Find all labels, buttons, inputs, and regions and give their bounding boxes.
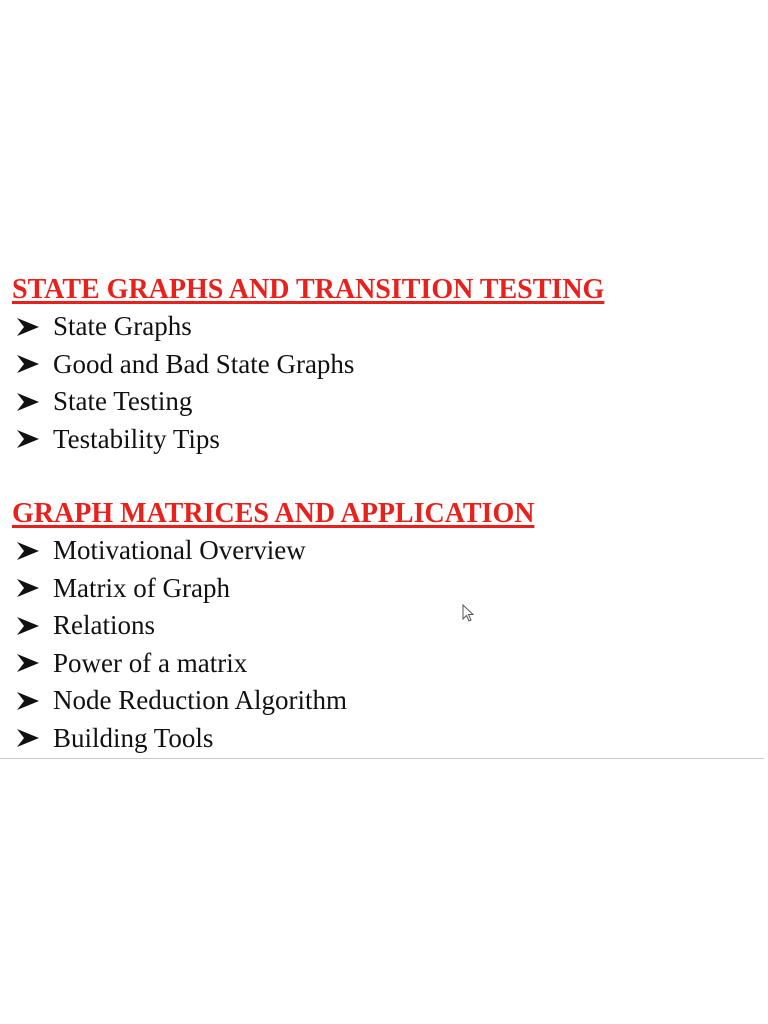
arrowhead-bullet-icon: [16, 653, 40, 673]
section-graph-matrices: [12, 496, 752, 757]
list-item-label: Testability Tips: [53, 423, 220, 454]
list-item: [12, 607, 752, 645]
list-item: [12, 720, 752, 758]
list-item-label: Node Reduction Algorithm: [53, 685, 347, 716]
list-item-label: Building Tools: [53, 722, 214, 753]
bullet-list: [12, 532, 752, 757]
mouse-pointer-icon: [462, 604, 476, 624]
list-item-label: State Graphs: [53, 311, 192, 342]
arrowhead-bullet-icon: [16, 616, 40, 636]
arrowhead-bullet-icon: [16, 429, 40, 449]
list-item: [12, 682, 752, 720]
arrowhead-bullet-icon: [16, 392, 40, 412]
list-item: [12, 570, 752, 608]
list-item: [12, 532, 752, 570]
arrowhead-bullet-icon: [16, 728, 40, 748]
section-state-graphs: [12, 272, 752, 458]
list-item-label: Good and Bad State Graphs: [53, 348, 355, 379]
list-item-label: Motivational Overview: [53, 535, 306, 566]
list-item-label: Relations: [53, 610, 155, 641]
arrowhead-bullet-icon: [16, 691, 40, 711]
list-item-label: Matrix of Graph: [53, 572, 230, 603]
section-heading: GRAPH MATRICES AND APPLICATION: [12, 498, 535, 529]
section-heading: STATE GRAPHS AND TRANSITION TESTING: [12, 274, 605, 305]
arrowhead-bullet-icon: [16, 317, 40, 337]
bullet-list: [12, 308, 752, 458]
divider: [0, 758, 764, 759]
list-item: [12, 421, 752, 459]
list-item: [12, 383, 752, 421]
list-item: [12, 645, 752, 683]
list-item-label: State Testing: [53, 386, 193, 417]
list-item-label: Power of a matrix: [53, 647, 248, 678]
list-item: [12, 346, 752, 384]
arrowhead-bullet-icon: [16, 578, 40, 598]
list-item: [12, 308, 752, 346]
arrowhead-bullet-icon: [16, 354, 40, 374]
arrowhead-bullet-icon: [16, 541, 40, 561]
